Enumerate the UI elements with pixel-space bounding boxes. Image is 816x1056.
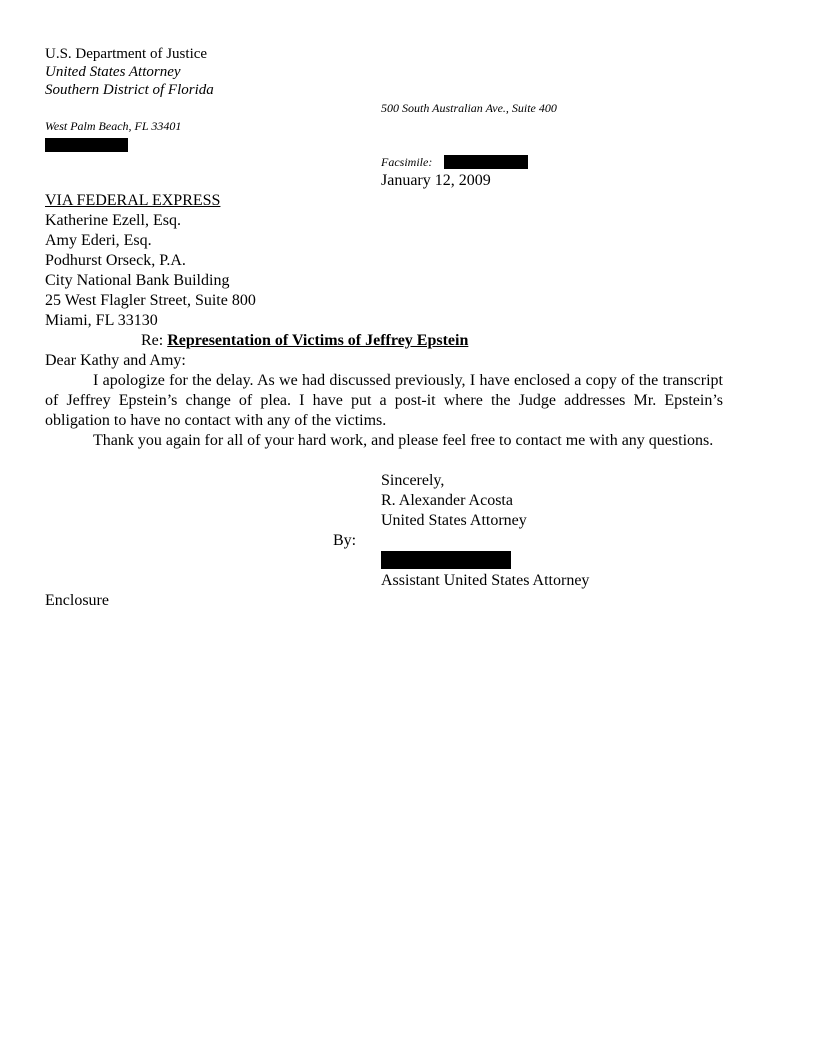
- district-name: Southern District of Florida: [45, 82, 214, 98]
- recipient-line: City National Bank Building: [45, 272, 230, 289]
- letter-date: January 12, 2009: [381, 172, 491, 189]
- city-address: West Palm Beach, FL 33401: [45, 119, 182, 133]
- department-name: U.S. Department of Justice: [45, 46, 208, 62]
- recipient-line: Podhurst Orseck, P.A.: [45, 252, 186, 269]
- street-address: 500 South Australian Ave., Suite 400: [381, 101, 557, 115]
- by-label: By:: [333, 532, 357, 549]
- body-paragraph: Thank you again for all of your hard work, and please feel free to contact me with any questions.: [93, 432, 714, 449]
- delivery-method: VIA FEDERAL EXPRESS: [45, 192, 221, 209]
- valediction: Sincerely,: [381, 472, 445, 489]
- signer-title: Assistant United States Attorney: [381, 572, 590, 589]
- signatory-name: R. Alexander Acosta: [381, 492, 513, 509]
- signatory-title: United States Attorney: [381, 512, 527, 529]
- redacted-phone: [45, 138, 128, 152]
- re-subject: Representation of Victims of Jeffrey Epstein: [167, 332, 469, 349]
- re-label: Re:: [141, 332, 164, 349]
- facsimile-label: Facsimile:: [381, 155, 433, 169]
- re-line: [141, 331, 468, 351]
- office-name: United States Attorney: [45, 64, 181, 80]
- body-paragraph: I apologize for the delay. As we had discussed previously, I have enclosed a copy of the transcript of Jeffrey Epstein’s change of plea. I have put a post-it where the Judge addresses Mr. Epstein’s obligation to have no contact with any of the victims.: [45, 372, 723, 429]
- salutation: Dear Kathy and Amy:: [45, 352, 186, 369]
- recipient-line: Katherine Ezell, Esq.: [45, 212, 181, 229]
- recipient-line: 25 West Flagler Street, Suite 800: [45, 292, 256, 309]
- redacted-facsimile: [444, 155, 528, 169]
- recipient-line: Amy Ederi, Esq.: [45, 232, 152, 249]
- recipient-line: Miami, FL 33130: [45, 312, 158, 329]
- enclosure-note: Enclosure: [45, 592, 109, 609]
- redacted-signer-name: [381, 551, 511, 569]
